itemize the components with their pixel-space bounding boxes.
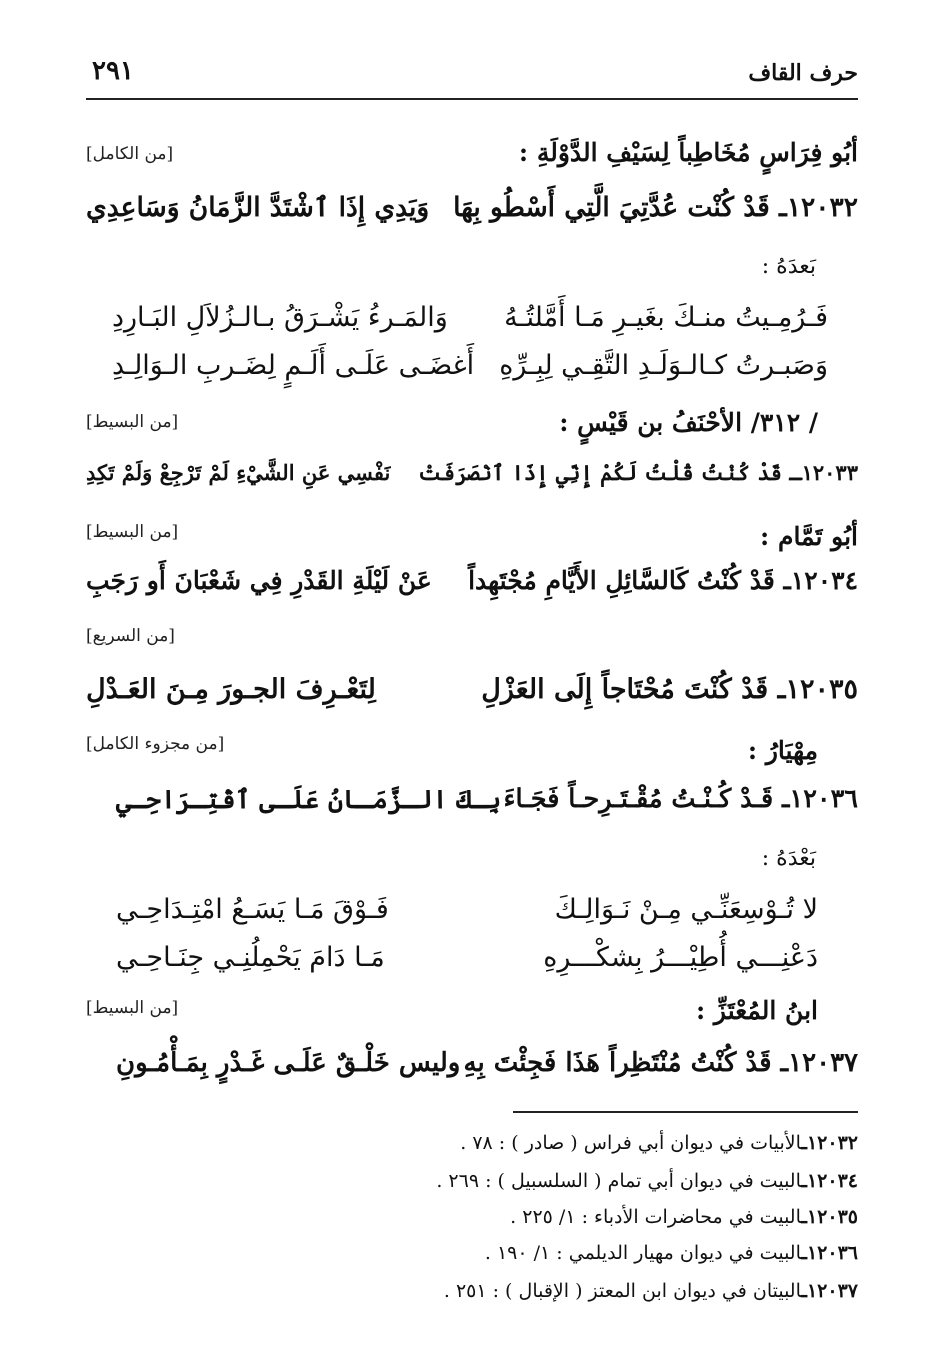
meter-label: [من البسيط] (86, 522, 179, 542)
verse-second-hemistich: وَالمَـرءُ يَشْـرَقُ بـالـزُلاَلِ البَـارِدِ (112, 302, 448, 333)
verse-second-hemistich: مَـا دَامَ يَحْمِلُنِـي جِنَـاحِـي (116, 942, 385, 973)
verse-row (86, 460, 858, 500)
page-number: ٢٩١ (92, 56, 134, 86)
verse-second-hemistich: فَـوْقَ مَـا يَسَـعُ امْتِـدَاحِـي (116, 894, 389, 925)
verse-first-hemistich: ١٢٠٣٢ـ قَدْ كُنْت عُدَّتِيَ الَّتِي أَسْطُو بِهَا (453, 192, 858, 223)
verse-row (86, 350, 858, 390)
verse-second-hemistich: وَيَدِي إِذَا ٱشْتَدَّ الزَّمَانُ وَسَاعِدِي (86, 192, 430, 223)
verse-first-hemistich: ١٢٠٣٧ـ قَدْ كُنْتُ مُنْتَظِراً هَذَا فَجِئْتَ بِهِ (463, 1048, 858, 1078)
verse-first-hemistich: ١٢٠٣٤ـ قَدْ كُنْتُ كَالسَّائِلِ الأَيَّامِ مُجْتَهِداً (468, 566, 858, 595)
footnote (158, 1206, 858, 1228)
poet-name: أبُو تَمَّام : (760, 522, 858, 551)
meter-label: [من البسيط] (86, 412, 179, 432)
meter-label: [من مجزوء الكامل] (86, 734, 225, 754)
verse-row (86, 566, 858, 606)
poet-name: مِهْيَارُ : (747, 736, 818, 765)
footnote-text: الأبيات في ديوان أبي فراس ( صادر ) : ٧٨ . (460, 1132, 802, 1154)
poet-heading-row (86, 408, 858, 448)
poet-heading-row (86, 138, 858, 178)
footnote (158, 1280, 858, 1302)
verse-first-hemistich: وَصَبـرتُ كـالـوَلَـدِ التَّقِـي لِبِـرِّهِ (499, 350, 828, 381)
after-label-row (86, 254, 858, 294)
after-label-row (86, 846, 858, 886)
footnote-divider (513, 1111, 858, 1113)
footnote-number: ١٢٠٣٦ـ (801, 1242, 858, 1264)
verse-second-hemistich: بِـكَ الـزَّمَـانُ عَلَـى ٱقْتِـرَاحِـي (116, 785, 502, 815)
footnote-text: البيت في ديوان أبي تمام ( السلسبيل ) : ٢٦٩ . (436, 1170, 802, 1192)
page-header (86, 52, 858, 96)
header-divider (86, 98, 858, 100)
poet-heading-row (86, 736, 858, 776)
poet-name: أبُو فِرَاسٍ مُخَاطِباً لِسَيْفِ الدَّوْلَةِ : (518, 138, 858, 167)
verse-row (86, 784, 858, 824)
meter-label: [من الكامل] (86, 144, 174, 164)
verse-row (86, 894, 858, 934)
verse-first-hemistich: ١٢٠٣٣ـ قَدْ كُنْتُ قُلْتُ لَكُمْ إِنِّي إِذَا ٱنْصَرَفَتْ (418, 460, 858, 485)
verse-row (86, 192, 858, 232)
meter-label: [من السريع] (86, 626, 175, 646)
after-label: بَعْدَهُ : (761, 846, 816, 871)
verse-row (86, 942, 858, 982)
footnote-number: ١٢٠٣٥ـ (801, 1206, 858, 1228)
footnote-number: ١٢٠٣٧ـ (801, 1280, 858, 1302)
verse-first-hemistich: فَـرُمِـيتُ منـكَ بغَيـرِ مَـا أَمَّلتُـهُ (504, 302, 828, 333)
verse-second-hemistich: عَنْ لَيْلَةِ القَدْرِ فِي شَعْبَانَ أَو رَجَبِ (86, 566, 432, 595)
verse-second-hemistich: وليس خَلْـقٌ عَلَـى غَـدْرٍ بِمَـأْمُـونِ (116, 1048, 461, 1078)
chapter-title: حرف القاف (748, 60, 858, 86)
poet-name: ابنُ المُعْتَزِّ : (696, 996, 818, 1025)
verse-first-hemistich: دَعْنِـــي أُطِيْـــرُ بِشكْـــرِهِ (543, 942, 818, 973)
verse-second-hemistich: نَفْسِي عَنِ الشَّيْءِ لَمْ تَرْجِعْ وَلَمْ تَكِدِ (86, 460, 391, 485)
footnote-text: البيت في ديوان مهيار الديلمي : ١/ ١٩٠ . (484, 1242, 802, 1264)
verse-first-hemistich: ١٢٠٣٥ـ قَدْ كُنْتَ مُحْتَاجاً إِلَى العَزْلِ (481, 674, 858, 705)
footnote (158, 1132, 858, 1154)
poet-heading-row (86, 996, 858, 1036)
meter-label: [من البسيط] (86, 998, 179, 1018)
verse-first-hemistich: لا تُـوْسِعَنِّـي مِـنْ نَـوَالِـكَ (554, 894, 818, 925)
verse-row (86, 1048, 858, 1088)
verse-row (86, 674, 858, 714)
footnote-text: البيتان في ديوان ابن المعتز ( الإقبال ) : ٢٥١ . (443, 1280, 802, 1302)
verse-row (86, 302, 858, 342)
footnote-text: البيت في محاضرات الأدباء : ١/ ٢٢٥ . (510, 1206, 802, 1228)
poet-name: / ٣١٢/ الأحْنَفُ بن قَيْسٍ : (559, 408, 818, 437)
verse-first-hemistich: ١٢٠٣٦ـ قَـدْ كُـنْـتُ مُقْـتَـرِحـاً فَجَـاءَ (503, 784, 858, 814)
poet-heading-row (86, 522, 858, 562)
footnote-number: ١٢٠٣٤ـ (801, 1170, 858, 1192)
footnote (158, 1242, 858, 1264)
meter-row (86, 626, 858, 666)
footnote (158, 1170, 858, 1192)
verse-second-hemistich: أَغضَـى عَلَـى أَلَـمٍ لِضَـربِ الـوَالِـدِ (112, 350, 475, 381)
verse-second-hemistich: لِتَعْـرِفَ الجـورَ مِـنَ العَـدْلِ (86, 674, 376, 705)
after-label: بَعدَهُ : (761, 254, 816, 279)
footnote-number: ١٢٠٣٢ـ (801, 1132, 858, 1154)
